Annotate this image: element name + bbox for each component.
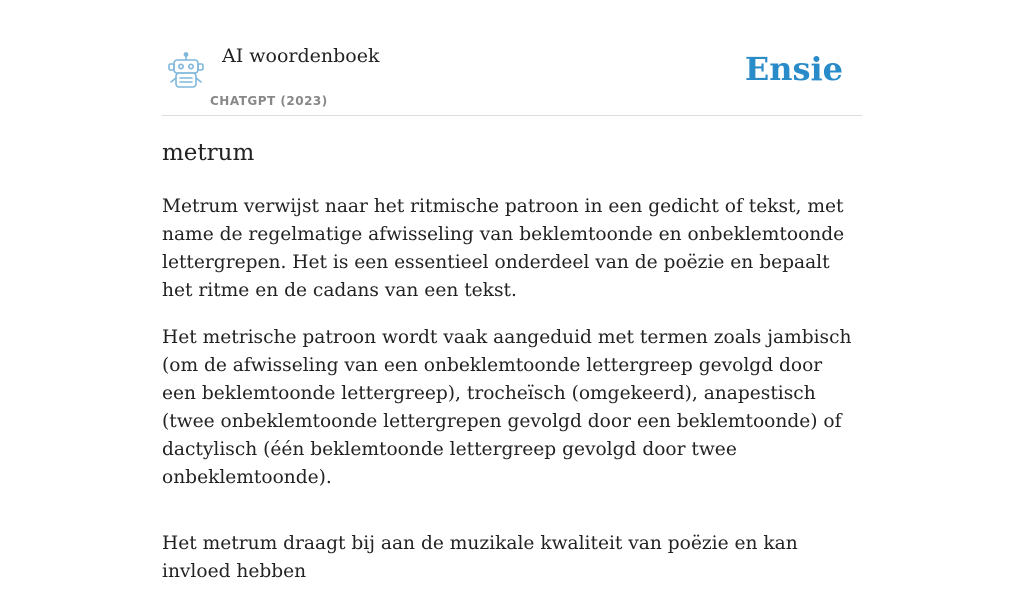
term-title: metrum xyxy=(162,140,255,166)
content-container xyxy=(162,0,862,582)
definition-paragraph: Metrum verwijst naar het ritmische patroon in een gedicht of tekst, met name de regelmatige afwisseling van beklemtoonde en onbeklemtoonde lettergrepen. Het is een essentieel onderdeel van de poëzie en bepaalt het ritme en de cadans van een tekst. xyxy=(162,196,845,301)
source-title[interactable]: AI woordenboek xyxy=(222,45,380,67)
definition-paragraph: Het metrum draagt bij aan de muzikale kwaliteit van poëzie en kan invloed hebben xyxy=(162,533,798,582)
entry-header xyxy=(162,0,862,116)
definition-text xyxy=(162,193,862,605)
brand-logo[interactable]: Ensie xyxy=(744,50,843,88)
robot-icon xyxy=(166,52,206,90)
source-meta: CHATGPT (2023) xyxy=(210,94,328,108)
definition-paragraph: Het metrische patroon wordt vaak aangeduid met termen zoals jambisch (om de afwisseling van een onbeklemtoonde lettergreep gevolgd door een beklemtoonde lettergreep), trocheïsch (omgekeerd), anapestisch (twee onbeklemtoonde lettergrepen gevolgd door een beklemtoonde) of dactylisch (één beklemtoonde lettergreep gevolgd door twee onbeklemtoonde). xyxy=(162,327,852,488)
